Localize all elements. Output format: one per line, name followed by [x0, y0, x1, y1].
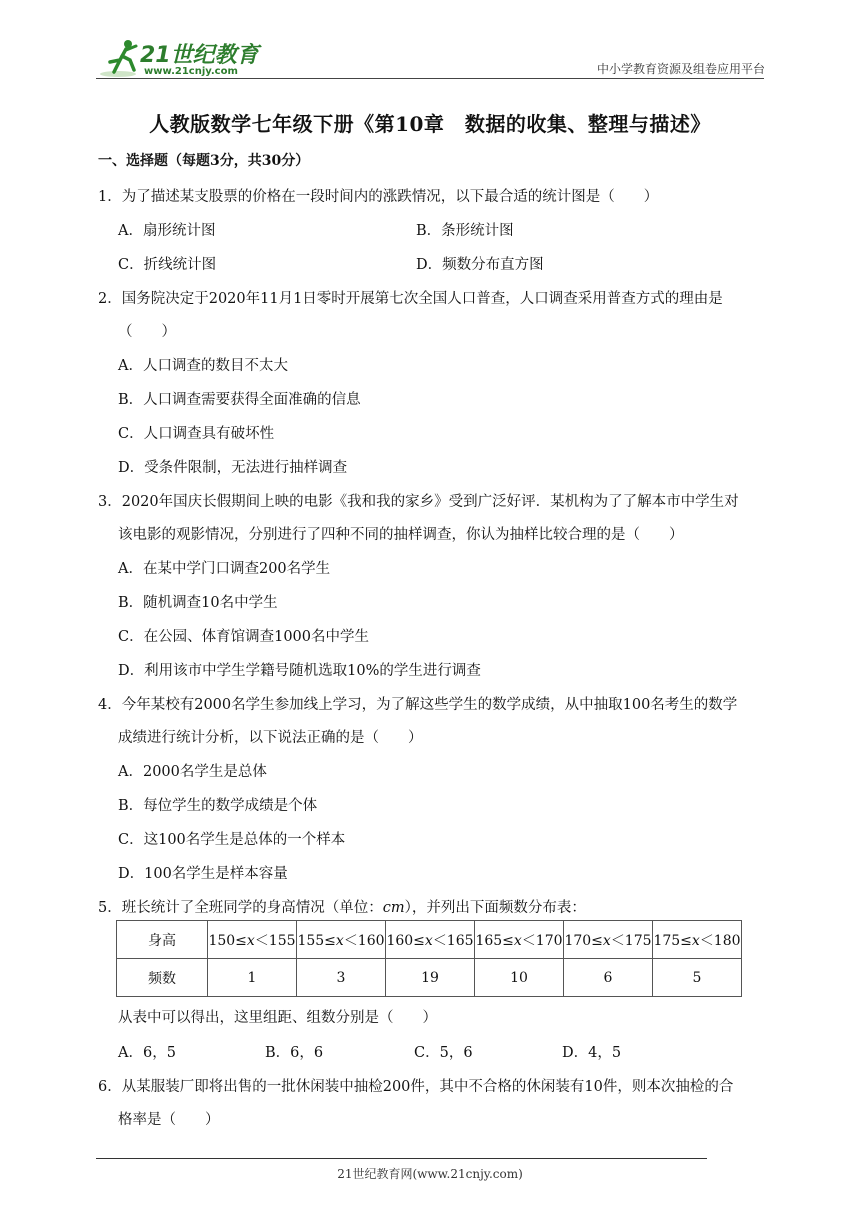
section-heading: 一、选择题（每题3分，共30分） [98, 153, 310, 169]
q6-stem-line1: 6．从某服装厂即将出售的一批休闲装中抽检200件，其中不合格的休闲装有10件，则本次抽检的合 [98, 1079, 734, 1095]
q5-stem-pre: 5．班长统计了全班同学的身高情况（单位： [98, 900, 383, 916]
q5-after-line: 从表中可以得出，这里组距、组数分别是（ ） [118, 1010, 437, 1026]
range-cell [386, 921, 475, 959]
range-variable: x [335, 932, 344, 949]
q5-stem-post: ），并列出下面频数分布表： [404, 900, 586, 916]
count-cell: 19 [386, 959, 475, 997]
q2-option-c: C．人口调查具有破坏性 [118, 426, 275, 442]
range-variable: x [602, 932, 611, 949]
q4-stem-line2: 成绩进行统计分析，以下说法正确的是（ ） [118, 730, 423, 746]
count-cell: 3 [297, 959, 386, 997]
frequency-table [116, 920, 742, 997]
q1-option-a: A．扇形统计图 [118, 223, 216, 239]
q5-stem-unit: cm [382, 900, 405, 916]
logo-url: www.21cnjy.com [144, 66, 238, 77]
range-low: 170≤ [564, 932, 603, 949]
header-divider [96, 78, 764, 79]
table-row-frequency [117, 959, 742, 997]
q2-option-a: A．人口调查的数目不太大 [118, 358, 288, 374]
q2-stem-line1: 2．国务院决定于2020年11月1日零时开展第七次全国人口普查，人口调查采用普查方式的理由是 [98, 291, 723, 307]
q5-option-a: A．6，5 [118, 1045, 176, 1061]
count-cell: 10 [475, 959, 564, 997]
q4-option-a: A．2000名学生是总体 [118, 764, 267, 780]
q2-option-d: D．受条件限制，无法进行抽样调查 [118, 460, 348, 476]
q3-stem-line2: 该电影的观影情况，分别进行了四种不同的抽样调查，你认为抽样比较合理的是（ ） [118, 527, 684, 543]
range-cell [297, 921, 386, 959]
range-cell [653, 921, 742, 959]
count-cell: 5 [653, 959, 742, 997]
range-low: 160≤ [386, 932, 425, 949]
q5-stem [98, 896, 586, 917]
q4-option-c: C．这100名学生是总体的一个样本 [118, 832, 346, 848]
range-variable: x [513, 932, 522, 949]
range-high: ＜175 [610, 932, 652, 949]
row-label-frequency: 频数 [117, 959, 208, 997]
q5-option-c: C．5，6 [414, 1045, 473, 1061]
range-high: ＜165 [432, 932, 474, 949]
q3-option-d: D．利用该市中学生学籍号随机选取10%的学生进行调查 [118, 663, 481, 679]
range-high: ＜155 [254, 932, 296, 949]
range-high: ＜170 [521, 932, 563, 949]
range-cell [208, 921, 297, 959]
q3-option-b: B．随机调查10名中学生 [118, 595, 278, 611]
range-low: 175≤ [653, 932, 692, 949]
range-high: ＜180 [699, 932, 741, 949]
range-high: ＜160 [343, 932, 385, 949]
range-low: 150≤ [208, 932, 247, 949]
range-low: 155≤ [297, 932, 336, 949]
range-cell [475, 921, 564, 959]
row-label-height: 身高 [117, 921, 208, 959]
footer-text: 21世纪教育网(www.21cnjy.com) [337, 1167, 523, 1181]
logo-wordmark: 21世纪教育 [140, 43, 259, 68]
footer-divider [96, 1158, 707, 1159]
q3-option-a: A．在某中学门口调查200名学生 [118, 561, 331, 577]
range-low: 165≤ [475, 932, 514, 949]
q5-option-b: B．6，6 [265, 1045, 324, 1061]
q4-option-b: B．每位学生的数学成绩是个体 [118, 798, 318, 814]
range-cell [564, 921, 653, 959]
range-variable: x [691, 932, 700, 949]
q1-option-d: D．频数分布直方图 [416, 257, 544, 273]
q2-option-b: B．人口调查需要获得全面准确的信息 [118, 392, 361, 408]
range-variable: x [246, 932, 255, 949]
q5-option-d: D．4，5 [562, 1045, 622, 1061]
table-row-height [117, 921, 742, 959]
range-variable: x [424, 932, 433, 949]
q2-stem-line2: （ ） [118, 324, 176, 340]
count-cell: 6 [564, 959, 653, 997]
header-platform-text: 中小学教育资源及组卷应用平台 [596, 62, 765, 76]
q1-option-b: B．条形统计图 [416, 223, 514, 239]
q4-option-d: D．100名学生是样本容量 [118, 866, 288, 882]
q1-option-c: C．折线统计图 [118, 257, 217, 273]
q4-stem-line1: 4．今年某校有2000名学生参加线上学习，为了解这些学生的数学成绩，从中抽取100名考生的数学 [98, 697, 738, 713]
page-title: 人教版数学七年级下册《第10章 数据的收集、整理与描述》 [149, 112, 711, 136]
q6-stem-line2: 格率是（ ） [118, 1112, 220, 1128]
q3-option-c: C．在公园、体育馆调查1000名中学生 [118, 629, 369, 645]
q1-stem: 1．为了描述某支股票的价格在一段时间内的涨跌情况，以下最合适的统计图是（ ） [98, 189, 659, 205]
q3-stem-line1: 3．2020年国庆长假期间上映的电影《我和我的家乡》受到广泛好评．某机构为了了解本市中学生对 [98, 494, 739, 510]
count-cell: 1 [208, 959, 297, 997]
site-logo [96, 36, 266, 82]
